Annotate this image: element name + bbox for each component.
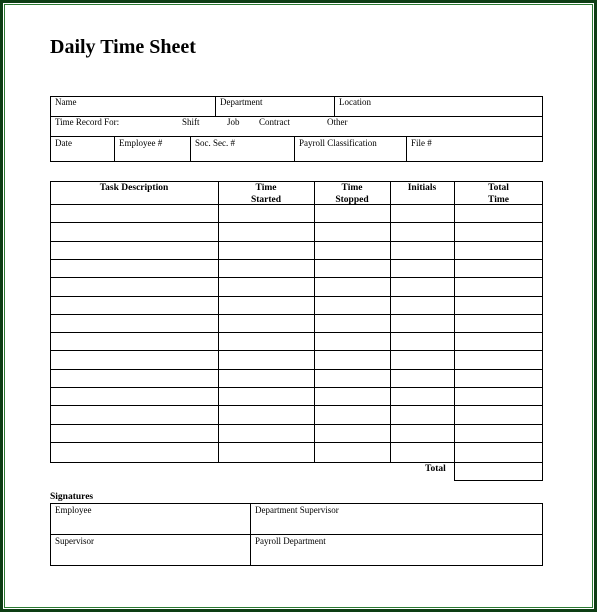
employee-signature-label: Employee [55,505,92,515]
task-table-col-divider [390,181,391,463]
table-row [50,424,543,425]
soc-sec-label: Soc. Sec. # [195,138,235,148]
total-time-header: Total Time [488,183,509,205]
info-vline [294,136,295,162]
info-vline [114,136,115,162]
task-table-col-divider [454,181,455,481]
name-label: Name [55,97,77,107]
total-time-cell [454,462,543,481]
signatures-heading: Signatures [50,492,94,502]
table-row [50,350,543,351]
table-row [50,405,543,406]
shift-option: Shift [182,117,200,127]
time-record-for-label: Time Record For: [55,117,120,127]
department-label: Department [220,97,263,107]
employee-info-box [50,96,543,162]
total-label: Total [425,464,446,474]
table-row [50,241,543,242]
info-vline [190,136,191,162]
contract-option: Contract [259,117,290,127]
job-option: Job [227,117,240,127]
task-table [50,181,543,463]
info-vline [215,96,216,116]
date-label: Date [55,138,72,148]
table-row [50,369,543,370]
table-row [50,387,543,388]
department-supervisor-signature-label: Department Supervisor [255,505,339,515]
info-vline [406,136,407,162]
info-vline [334,96,335,116]
signatures-divider [50,534,543,535]
table-row [50,332,543,333]
task-description-header: Task Description [99,183,169,193]
table-row [50,442,543,443]
initials-header: Initials [407,183,437,193]
table-row [50,222,543,223]
table-row [50,314,543,315]
table-row [50,277,543,278]
info-divider-1 [50,116,543,117]
signatures-vline [250,503,251,566]
location-label: Location [339,97,371,107]
file-number-label: File # [411,138,432,148]
page-title: Daily Time Sheet [50,36,196,58]
time-stopped-header: Time Stopped [335,183,369,205]
task-table-col-divider [218,181,219,463]
table-row [50,259,543,260]
info-divider-2 [50,136,543,137]
other-option: Other [327,117,348,127]
payroll-department-signature-label: Payroll Department [255,536,326,546]
employee-number-label: Employee # [119,138,163,148]
time-started-header: Time Started [250,183,282,205]
supervisor-signature-label: Supervisor [55,536,94,546]
table-row [50,296,543,297]
task-table-col-divider [314,181,315,463]
payroll-classification-label: Payroll Classification [299,138,377,148]
